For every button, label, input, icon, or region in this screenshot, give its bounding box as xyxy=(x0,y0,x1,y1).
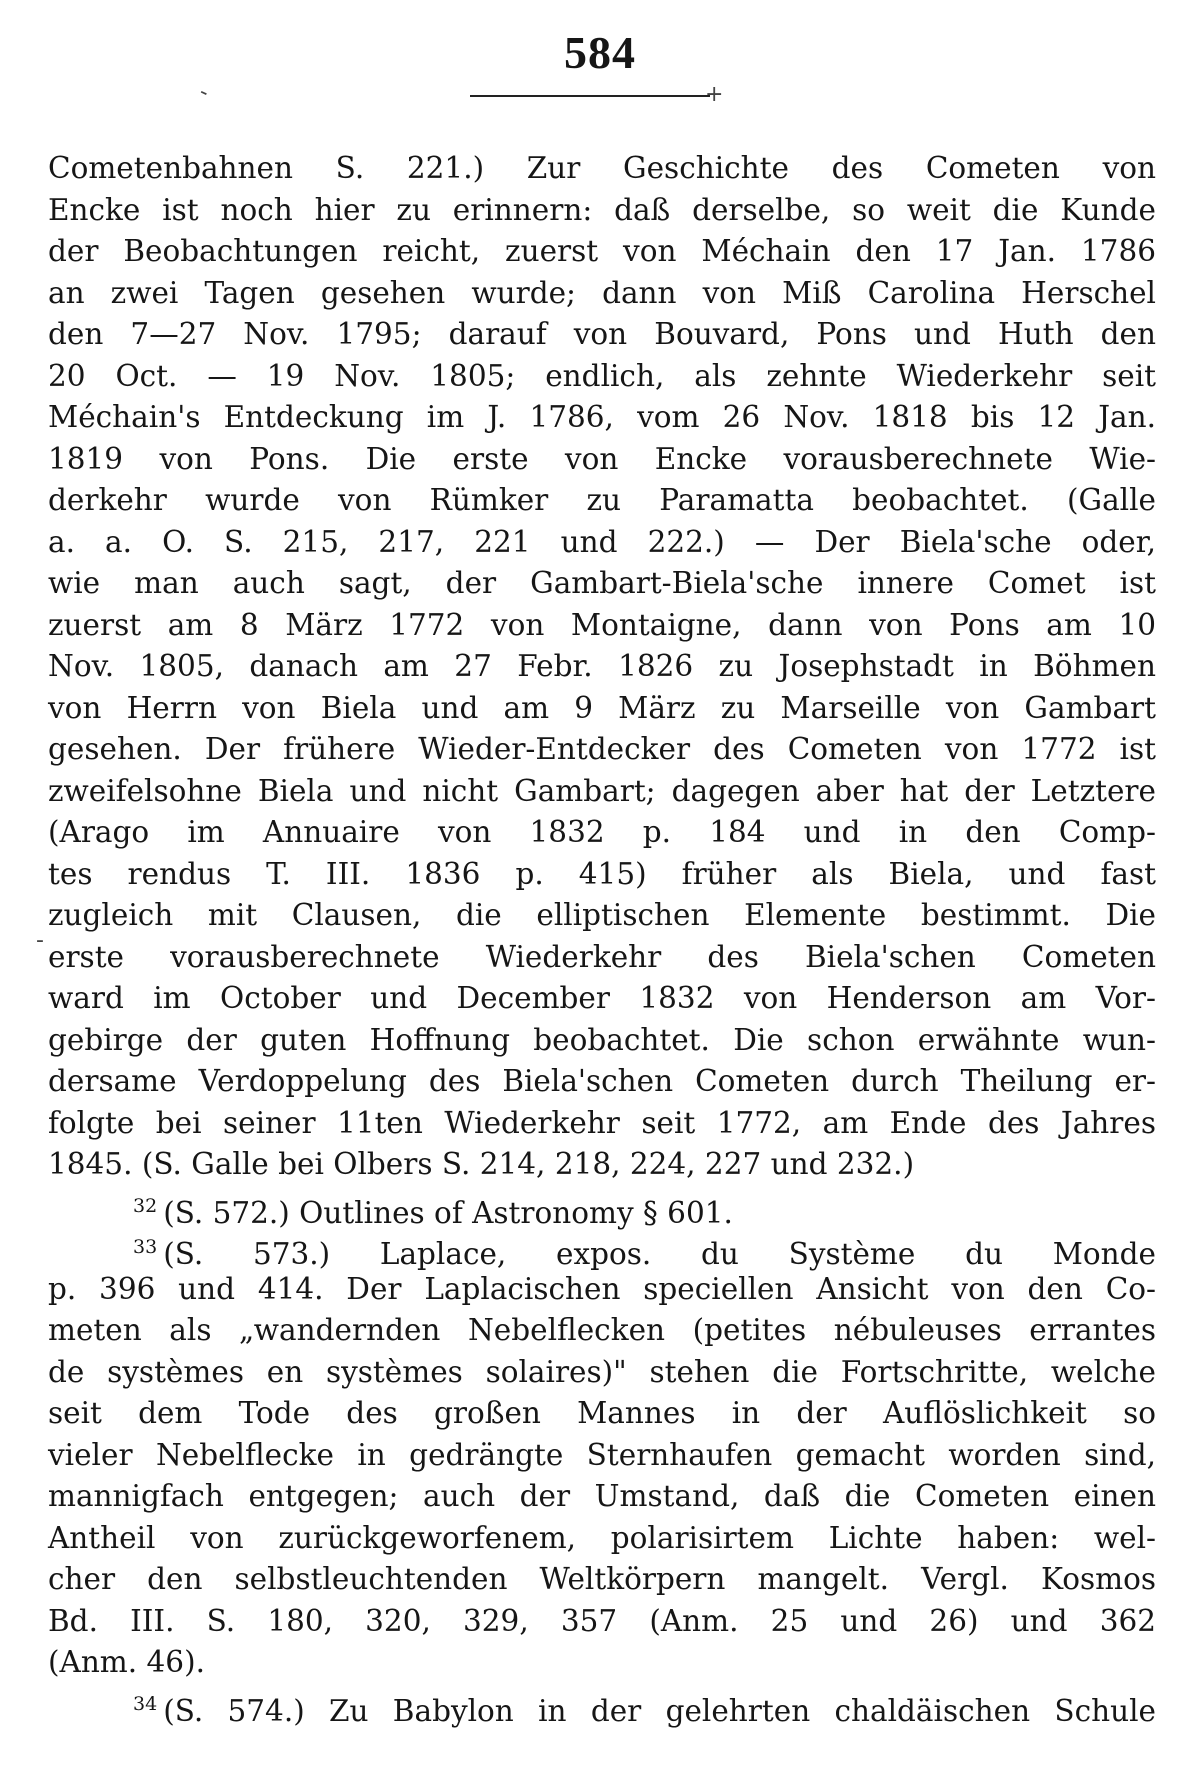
line-text: dersame Verdoppelung des Biela'schen Cometen durch Theilung er- xyxy=(48,1064,1156,1098)
text-line xyxy=(48,646,1156,688)
text-line xyxy=(48,1642,1156,1684)
page-number: 584 xyxy=(564,27,636,78)
footnote-line xyxy=(48,1684,1156,1726)
text-line xyxy=(48,937,1156,979)
print-speck: - xyxy=(195,79,213,106)
line-text: wie man auch sagt, der Gambart-Biela'sche innere Comet ist xyxy=(48,566,1156,600)
line-text: derkehr wurde von Rümker zu Paramatta beobachtet. (Galle xyxy=(48,483,1156,517)
header-rule xyxy=(470,95,710,97)
text-line xyxy=(48,1310,1156,1352)
line-text: erste vorausberechnete Wiederkehr des Biela'schen Cometen xyxy=(48,939,1156,974)
text-line xyxy=(48,480,1156,522)
text-line xyxy=(48,522,1156,564)
text-line xyxy=(48,273,1156,315)
text-line xyxy=(48,397,1156,439)
text-line xyxy=(48,771,1156,813)
text-line xyxy=(48,190,1156,232)
text-line xyxy=(48,356,1156,398)
text-line xyxy=(48,314,1156,356)
text-line xyxy=(48,1435,1156,1477)
line-text: 20 Oct. — 19 Nov. 1805; endlich, als zehnte Wiederkehr seit xyxy=(48,358,1156,393)
line-text: von Herrn von Biela und am 9 März zu Marseille von Gambart xyxy=(48,690,1156,725)
text-line xyxy=(48,231,1156,273)
footnote-line xyxy=(48,1186,1156,1228)
line-text: mannigfach entgegen; auch der Umstand, daß die Cometen einen xyxy=(48,1479,1156,1513)
line-text: Antheil von zurückgeworfenem, polarisirtem Lichte haben: wel- xyxy=(48,1520,1156,1555)
line-text: Méchain's Entdeckung im J. 1786, vom 26 Nov. 1818 bis 12 Jan. xyxy=(48,400,1156,434)
line-text: den 7—27 Nov. 1795; darauf von Bouvard, Pons und Huth den xyxy=(48,317,1156,351)
footnote-number: 34 xyxy=(133,1692,158,1715)
line-text: Nov. 1805, danach am 27 Febr. 1826 zu Josephstadt in Böhmen xyxy=(48,649,1156,683)
line-text: der Beobachtungen reicht, zuerst von Méchain den 17 Jan. 1786 xyxy=(48,234,1156,268)
text-line xyxy=(48,729,1156,771)
line-text: a. a. O. S. 215, 217, 221 und 222.) — Der Biela'sche oder, xyxy=(48,524,1156,559)
page-body-text xyxy=(48,148,1156,1728)
text-line xyxy=(48,1352,1156,1394)
line-text: 1819 von Pons. Die erste von Encke vorausberechnete Wie- xyxy=(48,441,1156,476)
print-speck: - xyxy=(36,928,44,953)
print-speck: + xyxy=(705,82,724,107)
text-line xyxy=(48,439,1156,481)
line-text: Bd. III. S. 180, 320, 329, 357 (Anm. 25 und 26) und 362 xyxy=(48,1603,1156,1638)
text-line xyxy=(48,1476,1156,1518)
text-line xyxy=(48,148,1156,190)
line-text: seit dem Tode des großen Mannes in der Auflöslichkeit so xyxy=(48,1396,1156,1430)
footnote-number: 32 xyxy=(133,1194,158,1217)
text-line xyxy=(48,1103,1156,1145)
line-text: (Arago im Annuaire von 1832 p. 184 und in den Comp- xyxy=(48,815,1156,849)
text-line xyxy=(48,1020,1156,1062)
line-text: (S. 574.) Zu Babylon in der gelehrten chaldäischen Schule xyxy=(163,1693,1156,1728)
line-text: 1845. (S. Galle bei Olbers S. 214, 218, 224, 227 und 232.) xyxy=(48,1147,915,1181)
line-text: an zwei Tagen gesehen wurde; dann von Miß Carolina Herschel xyxy=(48,275,1156,310)
text-line xyxy=(48,1269,1156,1311)
text-line xyxy=(48,563,1156,605)
line-text: folgte bei seiner 11ten Wiederkehr seit 1772, am Ende des Jahres xyxy=(48,1105,1156,1140)
line-text: Cometenbahnen S. 221.) Zur Geschichte des Cometen von xyxy=(48,151,1156,185)
text-line xyxy=(48,895,1156,937)
footnote-number: 33 xyxy=(133,1236,158,1258)
text-line xyxy=(48,1601,1156,1643)
line-text: zuerst am 8 März 1772 von Montaigne, dann von Pons am 10 xyxy=(48,607,1156,642)
text-line xyxy=(48,1518,1156,1560)
text-line xyxy=(48,605,1156,647)
line-text: vieler Nebelflecke in gedrängte Sternhaufen gemacht worden sind, xyxy=(48,1437,1156,1472)
text-line xyxy=(48,978,1156,1020)
line-text: gesehen. Der frühere Wieder-Entdecker des Cometen von 1772 ist xyxy=(48,732,1156,766)
text-line xyxy=(48,1144,1156,1186)
text-line xyxy=(48,854,1156,896)
text-line xyxy=(48,1559,1156,1601)
line-text: (Anm. 46). xyxy=(48,1645,205,1679)
text-line xyxy=(48,688,1156,730)
line-text: gebirge der guten Hoffnung beobachtet. Die schon erwähnte wun- xyxy=(48,1022,1156,1057)
footnote-line xyxy=(48,1227,1156,1269)
line-text: de systèmes en systèmes solaires)" stehen die Fortschritte, welche xyxy=(48,1354,1156,1389)
line-text: meten als „wandernden Nebelflecken (petites nébuleuses errantes xyxy=(48,1313,1156,1347)
line-text: (S. 572.) Outlines of Astronomy § 601. xyxy=(163,1195,733,1230)
line-text: p. 396 und 414. Der Laplacischen speciellen Ansicht von den Co- xyxy=(48,1271,1156,1306)
line-text: Encke ist noch hier zu erinnern: daß derselbe, so weit die Kunde xyxy=(48,192,1156,227)
line-text: cher den selbstleuchtenden Weltkörpern mangelt. Vergl. Kosmos xyxy=(48,1562,1156,1596)
text-line xyxy=(48,1061,1156,1103)
line-text: tes rendus T. III. 1836 p. 415) früher als Biela, und fast xyxy=(48,856,1156,891)
line-text: zweifelsohne Biela und nicht Gambart; dagegen aber hat der Letztere xyxy=(48,773,1156,808)
line-text: ward im October und December 1832 von Henderson am Vor- xyxy=(48,981,1156,1015)
line-text: zugleich mit Clausen, die elliptischen Elemente bestimmt. Die xyxy=(48,898,1156,932)
text-line xyxy=(48,812,1156,854)
text-line xyxy=(48,1393,1156,1435)
line-text: (S. 573.) Laplace, expos. du Système du Monde xyxy=(163,1237,1156,1271)
